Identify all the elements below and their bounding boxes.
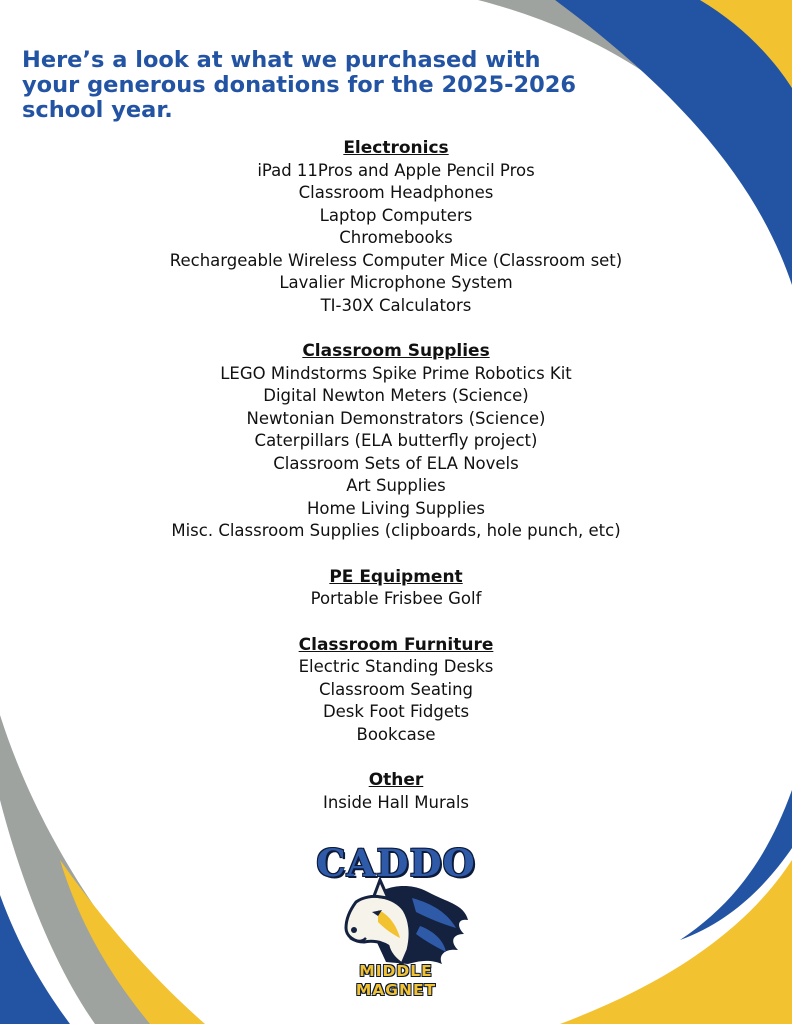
logo-line-2: MAGNET [355, 981, 437, 999]
logo-line-1: MIDDLE [359, 962, 433, 980]
section-title: Other [368, 770, 424, 790]
list-item: Classroom Headphones [298, 183, 494, 202]
section-title: Classroom Furniture [298, 634, 494, 655]
logo-name: CADDO [316, 841, 476, 885]
list-item: Newtonian Demonstrators (Science) [246, 408, 546, 428]
list-item: Art Supplies [346, 476, 446, 495]
headline-line-2: your generous donations for the 2025-2026 [22, 72, 577, 98]
list-item: Portable Frisbee Golf [310, 589, 482, 608]
list-item: Lavalier Microphone System [279, 273, 513, 292]
list-item: Laptop Computers [319, 205, 473, 225]
list-item: Caterpillars (ELA butterfly project) [254, 431, 538, 450]
purchase-list [96, 137, 696, 837]
section-other [96, 769, 696, 814]
school-logo [316, 838, 476, 1003]
list-item: Digital Newton Meters (Science) [263, 386, 529, 405]
list-item: Rechargeable Wireless Computer Mice (Classroom set) [169, 250, 623, 270]
section-title: Classroom Supplies [302, 341, 490, 361]
section-classroom-supplies [96, 340, 696, 543]
headline-line-1: Here’s a look at what we purchased with [22, 47, 541, 73]
list-item: Misc. Classroom Supplies (clipboards, hole punch, etc) [171, 521, 621, 540]
list-item: Classroom Sets of ELA Novels [273, 453, 519, 473]
list-item: LEGO Mindstorms Spike Prime Robotics Kit [220, 363, 572, 383]
list-item: Classroom Seating [318, 679, 474, 699]
list-item: Inside Hall Murals [322, 792, 470, 812]
headline-line-3: school year. [22, 97, 173, 123]
section-title: Electronics [343, 138, 449, 158]
list-item: Bookcase [356, 724, 436, 744]
section-classroom-furniture [96, 634, 696, 747]
section-electronics [96, 137, 696, 317]
list-item: Electric Standing Desks [298, 657, 494, 676]
list-item: iPad 11Pros and Apple Pencil Pros [257, 160, 535, 180]
page-headline [22, 48, 622, 123]
list-item: TI-30X Calculators [320, 295, 472, 315]
section-title: PE Equipment [329, 566, 463, 587]
section-pe-equipment [96, 566, 696, 611]
list-item: Desk Foot Fidgets [322, 702, 470, 721]
list-item: Chromebooks [339, 228, 453, 247]
list-item: Home Living Supplies [306, 498, 486, 518]
